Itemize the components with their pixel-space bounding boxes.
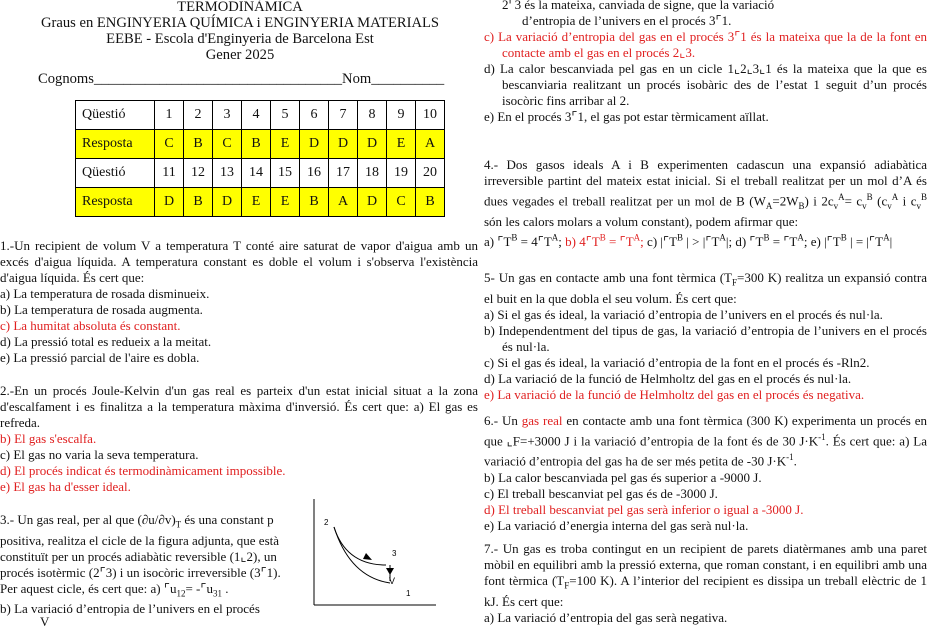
pv-diagram-svg	[310, 497, 438, 609]
table-cell: A	[329, 188, 358, 217]
q6-text: en contacte amb una font tèrmica (300 K) experimenta un procés en que ⌞F=+3000 J i la variació d’entropia de la font és de 30 J·K	[484, 413, 927, 449]
option-b: b) La temperatura de rosada augmenta.	[0, 302, 203, 317]
question-header: Qüestió	[76, 101, 155, 130]
adiabat-curve	[334, 527, 390, 583]
question-5	[484, 270, 927, 403]
superscript: B	[866, 192, 873, 202]
option-e: e) La pressió parcial de l'aire es dobla.	[0, 350, 200, 365]
table-cell: D	[329, 130, 358, 159]
q3-option-b: b) La variació d’entropia de l’univers en el procés	[0, 601, 260, 617]
table-cell: 2	[184, 101, 213, 130]
table-cell: C	[155, 130, 184, 159]
q7-text: =100 K). A l’interior del recipient es dissipa un treball elèctric de 1 kJ. És cert que:	[484, 573, 927, 609]
pv-diagram	[310, 497, 438, 609]
q6-text: . És cert que: a) La variació d’entropia del gas ha de ser més petita de -30 J·K	[484, 433, 927, 469]
table-cell: 1	[155, 101, 184, 130]
q3-text: Per aquest cicle, és cert que: a) ⌜u	[0, 580, 177, 596]
name-line: Cognoms__________________________________Nom__________	[38, 71, 445, 87]
subscript: T	[175, 519, 182, 530]
option-c: c) La humitat absoluta és constant.	[0, 318, 181, 333]
table-cell: 10	[416, 101, 445, 130]
answer-table	[75, 100, 445, 217]
table-row-questions-1	[76, 101, 445, 130]
option-d: d) El treball bescanviat pel gas serà inferior o igual a -3000 J.	[484, 501, 804, 517]
table-cell: 3	[213, 101, 242, 130]
superscript: -1	[818, 432, 826, 442]
table-cell: 5	[271, 101, 300, 130]
option-e: e) El gas ha d'esser ideal.	[0, 479, 131, 494]
table-cell: B	[242, 130, 271, 159]
table-cell: B	[300, 188, 329, 217]
option-c: c) Si el gas és ideal, la variació d’entropia de la font en el procés és -Rln2.	[484, 354, 870, 370]
subscript: 12	[176, 588, 186, 599]
subscript: v	[916, 200, 921, 211]
option-a: a) Si el gas és ideal, la variació d’entropia de l’univers en el procés és nul·la.	[484, 306, 883, 322]
table-cell: 13	[213, 159, 242, 188]
q3-text: és una constant p	[181, 512, 274, 527]
table-cell: D	[155, 188, 184, 217]
q5-text: 5- Un gas en contacte amb una font tèrmica (T	[484, 270, 733, 285]
table-cell: 16	[300, 159, 329, 188]
table-cell: 20	[416, 159, 445, 188]
option-e: e) La variació de la funció de Helmholtz del gas en el procés és negativa.	[484, 386, 865, 402]
option-d: d) La variació de la funció de Helmholtz del gas en el procés és nul·la.	[484, 370, 852, 386]
table-cell: B	[184, 188, 213, 217]
q3-line: Per aquest cicle, és cert que: a) $⌜u_{12}=$ $-⌜u_{31}$ .	[0, 580, 229, 599]
table-cell: D	[300, 130, 329, 159]
question-4: 4.- Dos gasos ideals A i B experimenten cadascun una expansió adiabàtica irreversible partint del mateix estat inicial. Si el treball realitzat per un mol d’A és dues vegades el treball realitzat per un mol de B $(W_A=2W_B)$ i $2c_v^A= c_v^B$ ($c_v^A$ i $c_v^B$ són les calors molars a volum constant), podem afirmar que: a) $⌜T^B$ = $4⌜T^A$; b) $4⌜T^B$ = $⌜T^A$; c) $|⌜T^B$ | > $|⌜T^A|$; d) $⌜T^B$ = $⌜T^A$; e) $|⌜T^B$ | = $|⌜T^A|$	[484, 157, 927, 250]
table-cell: 6	[300, 101, 329, 130]
option-c: c) La variació d’entropia del gas en el procés 3⌜1 és la mateixa que la de la font en contacte amb el gas en el procés 2⌞3.	[484, 29, 927, 60]
q6-highlight: gas real	[521, 413, 563, 428]
option-c: c) El gas no varia la seva temperatura.	[0, 447, 199, 462]
subscript: v	[862, 200, 867, 211]
table-cell: D	[358, 188, 387, 217]
table-cell: B	[184, 130, 213, 159]
q3-line: procés isotèrmic (2⌜3) i un isocòric irreversible (3⌜1).	[0, 564, 281, 580]
q3-text: = -⌜u	[185, 580, 213, 596]
table-cell: 7	[329, 101, 358, 130]
subscript: F	[564, 580, 570, 591]
table-cell: 19	[387, 159, 416, 188]
question-7	[484, 541, 927, 626]
table-row-answers-2	[76, 188, 445, 217]
table-row-questions-2	[76, 159, 445, 188]
table-cell: B	[416, 188, 445, 217]
exam-date: Gener 2025	[205, 47, 275, 63]
exam-header	[0, 0, 480, 63]
question-6	[484, 413, 927, 534]
superscript: A	[838, 192, 845, 202]
answer-header: Resposta	[76, 188, 155, 217]
question-2	[0, 383, 478, 495]
table-cell: E	[242, 188, 271, 217]
table-cell: C	[387, 188, 416, 217]
q3-line: constituït per un procés adiabàtic reversible (1⌞2), un	[0, 548, 277, 564]
question-stem-end: les calors molars a volum constant), podem afirmar que:	[505, 213, 799, 229]
subscript: 31	[212, 588, 222, 599]
option-a: a) La temperatura de rosada disminueix.	[0, 286, 210, 301]
q6-text: 6.- Un	[484, 413, 522, 428]
superscript: A	[891, 192, 899, 202]
table-cell: 4	[242, 101, 271, 130]
option-d: d) La calor bescanviada pel gas en un cicle 1⌞2⌞3⌞1 és la mateixa que la que es bescanviaria realitzant un procés isobàric des de l’estat 1 seguit d’un procés isocòric fins arribar al 2.	[484, 61, 927, 108]
table-cell: 14	[242, 159, 271, 188]
subscript: A	[765, 200, 773, 211]
option-e: e) La variació d’energia interna del gas serà nul·la.	[484, 517, 749, 533]
q3-cont-line: 2⌜3 és la mateixa, canviada de signe, que la variació	[502, 0, 775, 12]
option-d: d) El procés indicat és termodinàmicament impossible.	[0, 463, 286, 478]
q3-line: positiva, realitza el cicle de la figura adjunta, que està	[0, 532, 280, 548]
table-cell: 8	[358, 101, 387, 130]
superscript: B	[920, 192, 927, 202]
table-cell: E	[387, 130, 416, 159]
option-b: b) El gas s'escalfa.	[0, 431, 97, 446]
answer-header: Resposta	[76, 130, 155, 159]
option-d: d) La pressió total es redueix a la meitat.	[0, 334, 212, 349]
question-stem: 6.- Un gas real en contacte amb una font tèrmica (300 K) experimenta un procés en que ⌞F=+3000 J i la variació d’entropia de la font és de 30 $J\cdot K^{-1}$. És cert que: a) La variació d’entropia del gas ha de ser més petita de -30 $J\cdot K^{-1}$.	[484, 413, 927, 469]
table-cell: 11	[155, 159, 184, 188]
q3-line	[0, 512, 310, 533]
q3-text: 3.- Un gas real, per al que (∂u/∂v)	[0, 512, 176, 527]
option-b: b) Independentment del tipus de gas, la variació d’entropia de l’univers en el procés és nul·la.	[484, 322, 927, 354]
question-header: Qüestió	[76, 159, 155, 188]
subscript: B	[798, 200, 805, 211]
question-3-continued	[502, 0, 927, 29]
table-cell: D	[213, 188, 242, 217]
q3-cont-line: d’entropia de l’univers en el procés 3⌜1.	[522, 13, 732, 28]
option-c: c) El treball bescanviat pel gas és de -3000 J.	[484, 485, 718, 501]
option-b: b) La calor bescanviada pel gas és superior a -9000 J.	[484, 469, 762, 485]
question-3-rest	[484, 29, 927, 125]
table-cell: 15	[271, 159, 300, 188]
q7-text: 7.- Un gas es troba contingut en un recipient de parets diatèrmanes amb una paret mòbil en equilibri amb la pressió externa, que roman constant, i en equilibri amb una font tèrmica (T	[484, 541, 927, 588]
superscript: -1	[786, 452, 794, 463]
table-cell: D	[358, 130, 387, 159]
question-1	[0, 238, 478, 366]
option-e: e) En el procés 3⌜1, el gas pot estar tèrmicament aïllat.	[484, 109, 769, 124]
axis-v-label: V	[389, 576, 396, 586]
table-cell: 18	[358, 159, 387, 188]
table-row-answers-1	[76, 130, 445, 159]
table-cell: 12	[184, 159, 213, 188]
question-stem: 4.- Dos gasos ideals A i B experimenten cadascun una expansió adiabàtica irreversible partint del mateix estat inicial. Si el treball realitzat per un mol d’A és dues vegades el treball realitzat per un mol de B (W	[484, 157, 927, 209]
q3-line: V	[40, 614, 50, 629]
table-cell: 9	[387, 101, 416, 130]
question-stem: 2.-En un procés Joule-Kelvin d'un gas real es parteix d'un estat inicial situat a la zona d'escalfament i es finalitza a la temperatura màxima d'inversió. És cert que: a) El gas es refreda.	[0, 383, 478, 430]
arrow-icon	[363, 553, 372, 560]
question-stem	[484, 541, 927, 610]
table-cell: A	[416, 130, 445, 159]
table-cell: E	[271, 188, 300, 217]
subscript: F	[732, 277, 738, 288]
table-cell: C	[213, 130, 242, 159]
q5-text: =300 K) realitza un expansió contra el buit en la que dobla el seu volum. És cert que:	[484, 270, 927, 306]
table-cell: E	[271, 130, 300, 159]
state-2-label: 2	[324, 518, 329, 527]
degree-subtitle: Graus en ENGINYERIA QUÍMICA i ENGINYERIA MATERIALS	[40, 15, 440, 31]
question-stem: 1.-Un recipient de volum V a temperatura T conté aire saturat de vapor d'aigua amb un excés d'aigua líquida. A temperatura constant es doble el volum i s'observa l'existència d'aigua líquida. És cert que:	[0, 238, 478, 285]
q4-options: a) $⌜T^B$ = $4⌜T^A$; b) $4⌜T^B$ = $⌜T^A$; c) $|⌜T^B$ | > $|⌜T^A|$; d) $⌜T^B$ = $⌜T^A$; e) $|⌜T^B$ | = $|⌜T^A|$	[484, 232, 893, 250]
state-1-label: 1	[406, 589, 411, 598]
option-a: a) La variació d’entropia del gas serà negativa.	[484, 609, 728, 625]
question-stem	[484, 270, 927, 307]
subscript: v	[887, 200, 892, 211]
subscript: v	[833, 200, 839, 211]
course-title: TERMODINÀMICA	[177, 0, 303, 15]
arrow-icon	[386, 568, 394, 575]
state-3-label: 3	[392, 549, 397, 558]
question-3	[0, 512, 310, 627]
table-cell: 17	[329, 159, 358, 188]
school-name: EEBE - Escola d'Enginyeria de Barcelona Est	[106, 31, 374, 47]
